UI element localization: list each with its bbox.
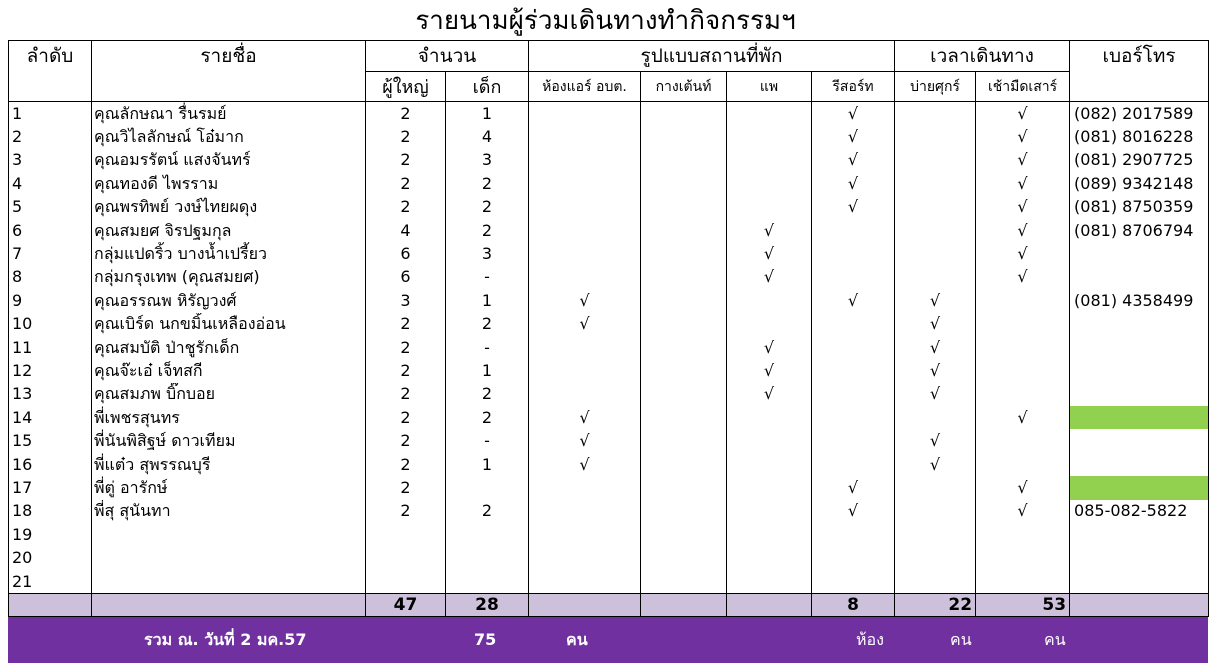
raft-check: √ bbox=[727, 359, 812, 382]
row-number: 14 bbox=[9, 406, 92, 429]
ac-room-check bbox=[529, 102, 641, 126]
tent-check bbox=[641, 102, 727, 126]
row-number: 13 bbox=[9, 383, 92, 406]
fri-afternoon-check bbox=[895, 476, 976, 499]
resort-check bbox=[812, 242, 895, 265]
totals-row bbox=[9, 594, 1209, 617]
header-resort: รีสอร์ท bbox=[812, 72, 895, 102]
total-fri: 22 bbox=[895, 594, 976, 617]
sat-morning-check bbox=[976, 359, 1070, 382]
child-count: 4 bbox=[446, 125, 529, 148]
total-phone-cell bbox=[1070, 594, 1209, 617]
participant-name: กลุ่มกรุงเทพ (คุณสมยศ) bbox=[92, 266, 366, 289]
fri-afternoon-check: √ bbox=[895, 289, 976, 312]
resort-check bbox=[812, 219, 895, 242]
raft-check bbox=[727, 102, 812, 126]
tent-check bbox=[641, 219, 727, 242]
row-number: 18 bbox=[9, 500, 92, 523]
resort-check bbox=[812, 383, 895, 406]
child-count: - bbox=[446, 336, 529, 359]
tent-check bbox=[641, 546, 727, 569]
table-row bbox=[9, 500, 1209, 523]
participant-name: คุณสมภพ บิ๊กบอย bbox=[92, 383, 366, 406]
resort-check bbox=[812, 336, 895, 359]
fri-afternoon-check: √ bbox=[895, 313, 976, 336]
tent-check bbox=[641, 523, 727, 546]
summary-room-unit: ห้อง bbox=[856, 630, 884, 649]
fri-afternoon-check bbox=[895, 242, 976, 265]
participant-name bbox=[92, 546, 366, 569]
header-order: ลำดับ bbox=[9, 41, 92, 72]
sat-morning-check: √ bbox=[976, 500, 1070, 523]
sat-morning-check: √ bbox=[976, 242, 1070, 265]
sat-morning-check bbox=[976, 429, 1070, 452]
adult-count: 4 bbox=[366, 219, 446, 242]
child-count bbox=[446, 570, 529, 594]
header-child: เด็ก bbox=[446, 72, 529, 102]
resort-check: √ bbox=[812, 500, 895, 523]
resort-check: √ bbox=[812, 476, 895, 499]
resort-check: √ bbox=[812, 196, 895, 219]
sat-morning-check bbox=[976, 570, 1070, 594]
row-number: 6 bbox=[9, 219, 92, 242]
header-tent: กางเต้นท์ bbox=[641, 72, 727, 102]
phone-number: (081) 8706794 bbox=[1070, 219, 1209, 242]
summary-fri-unit: คน bbox=[950, 630, 972, 649]
participants-table bbox=[8, 40, 1209, 617]
total-sat: 53 bbox=[976, 594, 1070, 617]
row-number: 15 bbox=[9, 429, 92, 452]
table-row bbox=[9, 383, 1209, 406]
ac-room-check: √ bbox=[529, 453, 641, 476]
adult-count: 2 bbox=[366, 429, 446, 452]
table-row bbox=[9, 359, 1209, 382]
raft-check bbox=[727, 453, 812, 476]
phone-number: 085-082-5822 bbox=[1070, 500, 1209, 523]
ac-room-check: √ bbox=[529, 406, 641, 429]
sat-morning-check: √ bbox=[976, 196, 1070, 219]
raft-check bbox=[727, 313, 812, 336]
adult-count: 2 bbox=[366, 149, 446, 172]
resort-check: √ bbox=[812, 149, 895, 172]
child-count: 1 bbox=[446, 289, 529, 312]
ac-room-check bbox=[529, 172, 641, 195]
phone-number bbox=[1070, 406, 1209, 429]
ac-room-check bbox=[529, 383, 641, 406]
adult-count: 2 bbox=[366, 453, 446, 476]
participant-name: คุณอมรรัตน์ แสงจันทร์ bbox=[92, 149, 366, 172]
row-number: 9 bbox=[9, 289, 92, 312]
row-number: 12 bbox=[9, 359, 92, 382]
adult-count: 2 bbox=[366, 500, 446, 523]
phone-number bbox=[1070, 523, 1209, 546]
total-order-cell bbox=[9, 594, 92, 617]
participant-name: กลุ่มแปดริ้ว บางน้ำเปรี้ยว bbox=[92, 242, 366, 265]
phone-number bbox=[1070, 359, 1209, 382]
tent-check bbox=[641, 149, 727, 172]
row-number: 5 bbox=[9, 196, 92, 219]
phone-number: (081) 8016228 bbox=[1070, 125, 1209, 148]
header-ac-room: ห้องแอร์ อบต. bbox=[529, 72, 641, 102]
phone-number bbox=[1070, 476, 1209, 499]
child-count: 2 bbox=[446, 172, 529, 195]
fri-afternoon-check bbox=[895, 149, 976, 172]
fri-afternoon-check: √ bbox=[895, 383, 976, 406]
raft-check bbox=[727, 125, 812, 148]
row-number: 17 bbox=[9, 476, 92, 499]
sat-morning-check bbox=[976, 313, 1070, 336]
row-number: 20 bbox=[9, 546, 92, 569]
fri-afternoon-check bbox=[895, 546, 976, 569]
adult-count: 2 bbox=[366, 313, 446, 336]
raft-check bbox=[727, 196, 812, 219]
raft-check bbox=[727, 546, 812, 569]
raft-check: √ bbox=[727, 336, 812, 359]
table-row bbox=[9, 570, 1209, 594]
table-row bbox=[9, 266, 1209, 289]
sat-morning-check: √ bbox=[976, 149, 1070, 172]
tent-check bbox=[641, 172, 727, 195]
fri-afternoon-check: √ bbox=[895, 336, 976, 359]
table-row bbox=[9, 429, 1209, 452]
table-row bbox=[9, 125, 1209, 148]
adult-count: 2 bbox=[366, 406, 446, 429]
phone-number bbox=[1070, 546, 1209, 569]
phone-number: (089) 9342148 bbox=[1070, 172, 1209, 195]
ac-room-check bbox=[529, 125, 641, 148]
total-resort: 8 bbox=[812, 594, 895, 617]
raft-check bbox=[727, 172, 812, 195]
tent-check bbox=[641, 289, 727, 312]
ac-room-check bbox=[529, 570, 641, 594]
ac-room-check bbox=[529, 196, 641, 219]
resort-check bbox=[812, 313, 895, 336]
raft-check bbox=[727, 429, 812, 452]
sat-morning-check bbox=[976, 523, 1070, 546]
row-number: 3 bbox=[9, 149, 92, 172]
participant-name bbox=[92, 570, 366, 594]
sat-morning-check: √ bbox=[976, 406, 1070, 429]
resort-check: √ bbox=[812, 125, 895, 148]
table-row bbox=[9, 172, 1209, 195]
adult-count: 2 bbox=[366, 125, 446, 148]
fri-afternoon-check bbox=[895, 102, 976, 126]
header-adult: ผู้ใหญ่ bbox=[366, 72, 446, 102]
total-tent-cell bbox=[641, 594, 727, 617]
adult-count: 2 bbox=[366, 336, 446, 359]
sat-morning-check bbox=[976, 289, 1070, 312]
total-adult: 47 bbox=[366, 594, 446, 617]
participant-name bbox=[92, 523, 366, 546]
header-order-cont bbox=[9, 72, 92, 102]
fri-afternoon-check: √ bbox=[895, 359, 976, 382]
header-travel-time: เวลาเดินทาง bbox=[895, 41, 1070, 72]
raft-check: √ bbox=[727, 219, 812, 242]
sat-morning-check: √ bbox=[976, 172, 1070, 195]
raft-check: √ bbox=[727, 266, 812, 289]
table-row bbox=[9, 196, 1209, 219]
child-count: - bbox=[446, 266, 529, 289]
phone-number: (081) 2907725 bbox=[1070, 149, 1209, 172]
fri-afternoon-check: √ bbox=[895, 453, 976, 476]
resort-check bbox=[812, 266, 895, 289]
phone-number bbox=[1070, 429, 1209, 452]
summary-sat-unit: คน bbox=[1044, 630, 1066, 649]
header-amount: จำนวน bbox=[366, 41, 529, 72]
raft-check bbox=[727, 289, 812, 312]
phone-number: (082) 2017589 bbox=[1070, 102, 1209, 126]
fri-afternoon-check bbox=[895, 406, 976, 429]
table-row bbox=[9, 242, 1209, 265]
phone-number bbox=[1070, 453, 1209, 476]
resort-check: √ bbox=[812, 102, 895, 126]
tent-check bbox=[641, 500, 727, 523]
phone-number bbox=[1070, 313, 1209, 336]
phone-number bbox=[1070, 383, 1209, 406]
participant-name: คุณทองดี ไพรราม bbox=[92, 172, 366, 195]
participant-name: คุณจ๊ะเอ๋ เจ็ทสกี bbox=[92, 359, 366, 382]
table-row bbox=[9, 546, 1209, 569]
child-count bbox=[446, 546, 529, 569]
adult-count: 2 bbox=[366, 476, 446, 499]
phone-number bbox=[1070, 266, 1209, 289]
fri-afternoon-check bbox=[895, 125, 976, 148]
sat-morning-check: √ bbox=[976, 219, 1070, 242]
resort-check: √ bbox=[812, 289, 895, 312]
adult-count: 6 bbox=[366, 242, 446, 265]
fri-afternoon-check bbox=[895, 219, 976, 242]
table-row bbox=[9, 453, 1209, 476]
total-ac-cell bbox=[529, 594, 641, 617]
tent-check bbox=[641, 313, 727, 336]
ac-room-check bbox=[529, 359, 641, 382]
ac-room-check bbox=[529, 523, 641, 546]
header-sat-morning: เช้ามืดเสาร์ bbox=[976, 72, 1070, 102]
participant-name: พี่ตู่ อารักษ์ bbox=[92, 476, 366, 499]
tent-check bbox=[641, 336, 727, 359]
total-raft-cell bbox=[727, 594, 812, 617]
resort-check: √ bbox=[812, 172, 895, 195]
raft-check bbox=[727, 500, 812, 523]
row-number: 8 bbox=[9, 266, 92, 289]
header-raft: แพ bbox=[727, 72, 812, 102]
tent-check bbox=[641, 383, 727, 406]
raft-check bbox=[727, 523, 812, 546]
adult-count: 2 bbox=[366, 383, 446, 406]
child-count: 3 bbox=[446, 242, 529, 265]
tent-check bbox=[641, 242, 727, 265]
row-number: 4 bbox=[9, 172, 92, 195]
header-name: รายชื่อ bbox=[92, 41, 366, 72]
sat-morning-check bbox=[976, 383, 1070, 406]
table-row bbox=[9, 149, 1209, 172]
row-number: 7 bbox=[9, 242, 92, 265]
header-name-cont bbox=[92, 72, 366, 102]
participant-name: พี่นันพิสิฐษ์ ดาวเทียม bbox=[92, 429, 366, 452]
adult-count bbox=[366, 523, 446, 546]
resort-check bbox=[812, 570, 895, 594]
raft-check: √ bbox=[727, 242, 812, 265]
adult-count: 2 bbox=[366, 359, 446, 382]
participant-name: พี่สุ สุนันทา bbox=[92, 500, 366, 523]
table-row bbox=[9, 102, 1209, 126]
child-count: 2 bbox=[446, 219, 529, 242]
participant-name: คุณสมยศ จิรปฐมกุล bbox=[92, 219, 366, 242]
adult-count: 6 bbox=[366, 266, 446, 289]
fri-afternoon-check bbox=[895, 500, 976, 523]
adult-count: 2 bbox=[366, 172, 446, 195]
child-count: 2 bbox=[446, 196, 529, 219]
ac-room-check bbox=[529, 266, 641, 289]
adult-count: 2 bbox=[366, 102, 446, 126]
fri-afternoon-check: √ bbox=[895, 429, 976, 452]
child-count: 1 bbox=[446, 453, 529, 476]
participant-name: คุณสมบัติ ป่าชูรักเด็ก bbox=[92, 336, 366, 359]
participant-name: พี่เพชรสุนทร bbox=[92, 406, 366, 429]
header-fri-afternoon: บ่ายศุกร์ bbox=[895, 72, 976, 102]
child-count: 1 bbox=[446, 359, 529, 382]
tent-check bbox=[641, 453, 727, 476]
tent-check bbox=[641, 359, 727, 382]
raft-check bbox=[727, 476, 812, 499]
ac-room-check bbox=[529, 476, 641, 499]
summary-total-people: 75 bbox=[474, 630, 497, 649]
child-count: - bbox=[446, 429, 529, 452]
total-name-cell bbox=[92, 594, 366, 617]
resort-check bbox=[812, 359, 895, 382]
phone-number bbox=[1070, 570, 1209, 594]
summary-label: รวม ณ. วันที่ 2 มค.57 bbox=[144, 630, 307, 649]
ac-room-check bbox=[529, 546, 641, 569]
tent-check bbox=[641, 570, 727, 594]
table-row bbox=[9, 336, 1209, 359]
tent-check bbox=[641, 125, 727, 148]
raft-check bbox=[727, 406, 812, 429]
phone-number bbox=[1070, 242, 1209, 265]
ac-room-check: √ bbox=[529, 429, 641, 452]
table-row bbox=[9, 289, 1209, 312]
row-number: 16 bbox=[9, 453, 92, 476]
ac-room-check bbox=[529, 336, 641, 359]
participant-name: คุณวิไลลักษณ์ โอ๋มาก bbox=[92, 125, 366, 148]
fri-afternoon-check bbox=[895, 266, 976, 289]
phone-number: (081) 4358499 bbox=[1070, 289, 1209, 312]
tent-check bbox=[641, 429, 727, 452]
ac-room-check bbox=[529, 149, 641, 172]
tent-check bbox=[641, 266, 727, 289]
child-count: 2 bbox=[446, 383, 529, 406]
participant-name: คุณเบิร์ด นกขมิ้นเหลืองอ่อน bbox=[92, 313, 366, 336]
row-number: 19 bbox=[9, 523, 92, 546]
table-row bbox=[9, 523, 1209, 546]
participant-name: คุณอรรณพ หิรัญวงศ์ bbox=[92, 289, 366, 312]
raft-check: √ bbox=[727, 383, 812, 406]
fri-afternoon-check bbox=[895, 172, 976, 195]
summary-people-unit: คน bbox=[566, 630, 588, 649]
phone-number: (081) 8750359 bbox=[1070, 196, 1209, 219]
adult-count: 2 bbox=[366, 196, 446, 219]
child-count bbox=[446, 523, 529, 546]
sat-morning-check: √ bbox=[976, 125, 1070, 148]
participant-name: คุณพรทิพย์ วงษ์ไทยผดุง bbox=[92, 196, 366, 219]
adult-count bbox=[366, 570, 446, 594]
child-count: 1 bbox=[446, 102, 529, 126]
sat-morning-check: √ bbox=[976, 266, 1070, 289]
child-count: 2 bbox=[446, 406, 529, 429]
phone-number bbox=[1070, 336, 1209, 359]
resort-check bbox=[812, 523, 895, 546]
tent-check bbox=[641, 476, 727, 499]
ac-room-check bbox=[529, 242, 641, 265]
tent-check bbox=[641, 406, 727, 429]
header-phone-cont bbox=[1070, 72, 1209, 102]
table-row bbox=[9, 219, 1209, 242]
row-number: 11 bbox=[9, 336, 92, 359]
sat-morning-check bbox=[976, 336, 1070, 359]
table-row bbox=[9, 406, 1209, 429]
resort-check bbox=[812, 429, 895, 452]
sat-morning-check bbox=[976, 546, 1070, 569]
page-title: รายนามผู้ร่วมเดินทางทำกิจกรรมฯ bbox=[415, 6, 796, 36]
resort-check bbox=[812, 453, 895, 476]
adult-count bbox=[366, 546, 446, 569]
sat-morning-check: √ bbox=[976, 102, 1070, 126]
child-count: 3 bbox=[446, 149, 529, 172]
table-row bbox=[9, 313, 1209, 336]
sat-morning-check bbox=[976, 453, 1070, 476]
fri-afternoon-check bbox=[895, 570, 976, 594]
total-child: 28 bbox=[446, 594, 529, 617]
participant-name: คุณลักษณา รื่นรมย์ bbox=[92, 102, 366, 126]
resort-check bbox=[812, 546, 895, 569]
row-number: 21 bbox=[9, 570, 92, 594]
fri-afternoon-check bbox=[895, 523, 976, 546]
raft-check bbox=[727, 149, 812, 172]
row-number: 2 bbox=[9, 125, 92, 148]
row-number: 10 bbox=[9, 313, 92, 336]
ac-room-check bbox=[529, 219, 641, 242]
adult-count: 3 bbox=[366, 289, 446, 312]
fri-afternoon-check bbox=[895, 196, 976, 219]
table-row bbox=[9, 476, 1209, 499]
ac-room-check bbox=[529, 500, 641, 523]
header-phone: เบอร์โทร bbox=[1070, 41, 1209, 72]
ac-room-check: √ bbox=[529, 289, 641, 312]
summary-bar bbox=[8, 617, 1208, 663]
sat-morning-check: √ bbox=[976, 476, 1070, 499]
row-number: 1 bbox=[9, 102, 92, 126]
participant-name: พี่แต๋ว สุพรรณบุรี bbox=[92, 453, 366, 476]
tent-check bbox=[641, 196, 727, 219]
header-lodging: รูปแบบสถานที่พัก bbox=[529, 41, 895, 72]
raft-check bbox=[727, 570, 812, 594]
ac-room-check: √ bbox=[529, 313, 641, 336]
child-count: 2 bbox=[446, 313, 529, 336]
resort-check bbox=[812, 406, 895, 429]
child-count: 2 bbox=[446, 500, 529, 523]
child-count bbox=[446, 476, 529, 499]
